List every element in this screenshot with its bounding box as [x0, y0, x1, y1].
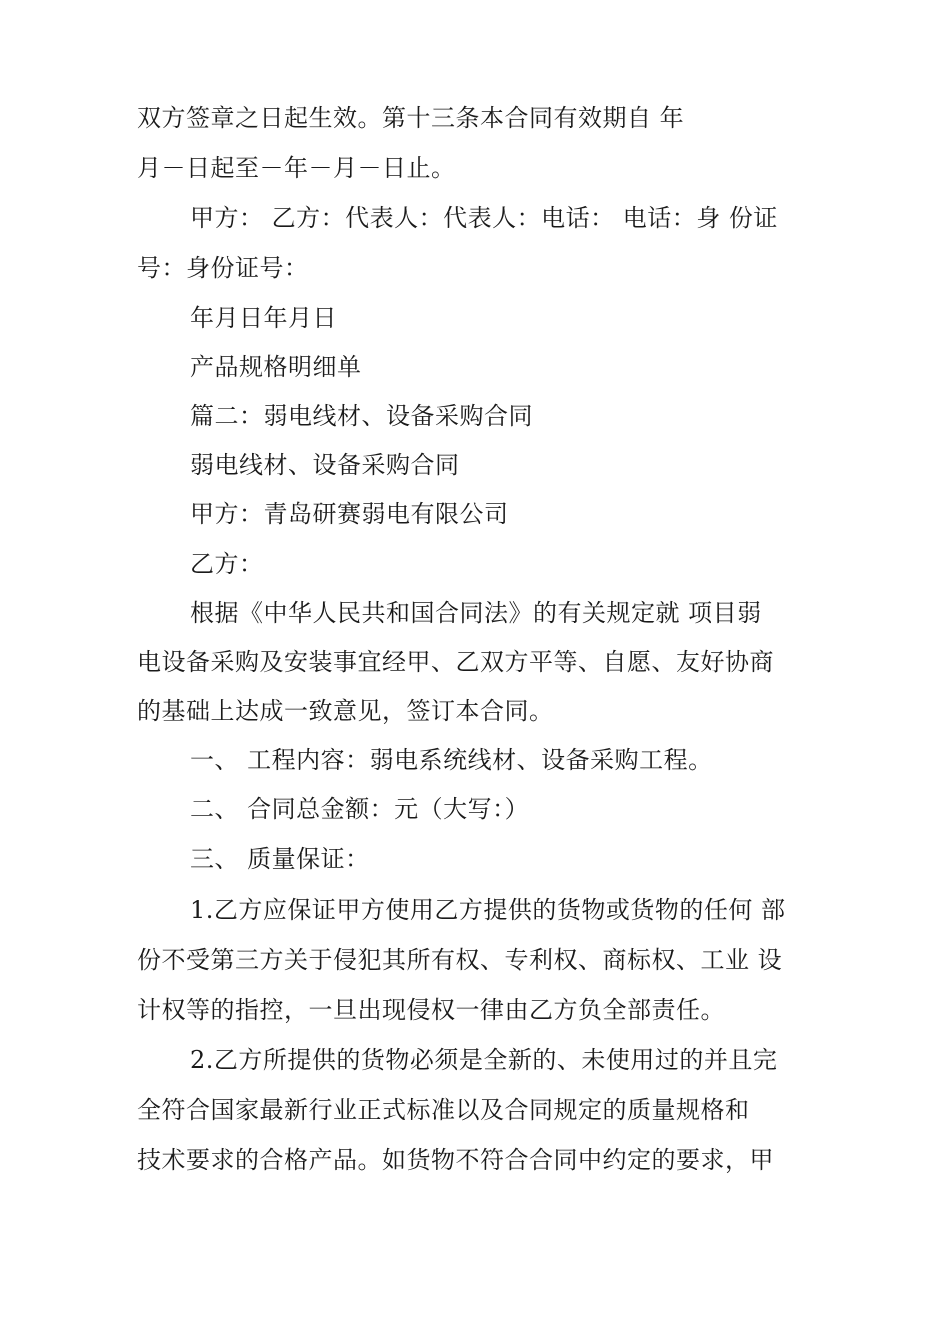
text-line-2: 月－日起至－年－月－日止。 [137, 154, 456, 182]
text-line-6: 产品规格明细单 [190, 353, 362, 381]
text-line-9: 甲方：青岛研赛弱电有限公司 [190, 500, 509, 528]
text-line-19: 计权等的指控，一旦出现侵权一律由乙方负全部责任。 [137, 996, 725, 1024]
text-line-1: 双方签章之日起生效。第十三条本合同有效期自 年 [137, 104, 685, 132]
text-line-22: 技术要求的合格产品。如货物不符合合同中约定的要求，甲 [137, 1146, 774, 1174]
text-line-12: 电设备采购及安装事宜经甲、乙双方平等、自愿、友好协商 [137, 648, 774, 676]
text-line-20: 2.乙方所提供的货物必须是全新的、未使用过的并且完 [190, 1046, 778, 1074]
text-line-7: 篇二：弱电线材、设备采购合同 [190, 402, 533, 430]
text-line-3: 甲方： 乙方：代表人：代表人：电话： 电话：身 份证 [190, 204, 778, 232]
text-line-10: 乙方： [190, 550, 264, 578]
text-line-21: 全符合国家最新行业正式标准以及合同规定的质量规格和 [137, 1096, 750, 1124]
text-line-13: 的基础上达成一致意见，签订本合同。 [137, 697, 554, 725]
text-line-17: 1.乙方应保证甲方使用乙方提供的货物或货物的任何 部 [190, 896, 786, 924]
text-line-15: 二、 合同总金额：元（大写：） [190, 795, 530, 823]
text-line-18: 份不受第三方关于侵犯其所有权、专利权、商标权、工业 设 [137, 946, 783, 974]
text-line-5: 年月日年月日 [190, 304, 337, 332]
text-line-14: 一、 工程内容：弱电系统线材、设备采购工程。 [190, 746, 713, 774]
text-line-8: 弱电线材、设备采购合同 [190, 451, 460, 479]
text-line-11: 根据《中华人民共和国合同法》的有关规定就 项目弱 [190, 599, 762, 627]
text-line-16: 三、 质量保证： [190, 845, 370, 873]
text-line-4: 号：身份证号： [137, 254, 309, 282]
